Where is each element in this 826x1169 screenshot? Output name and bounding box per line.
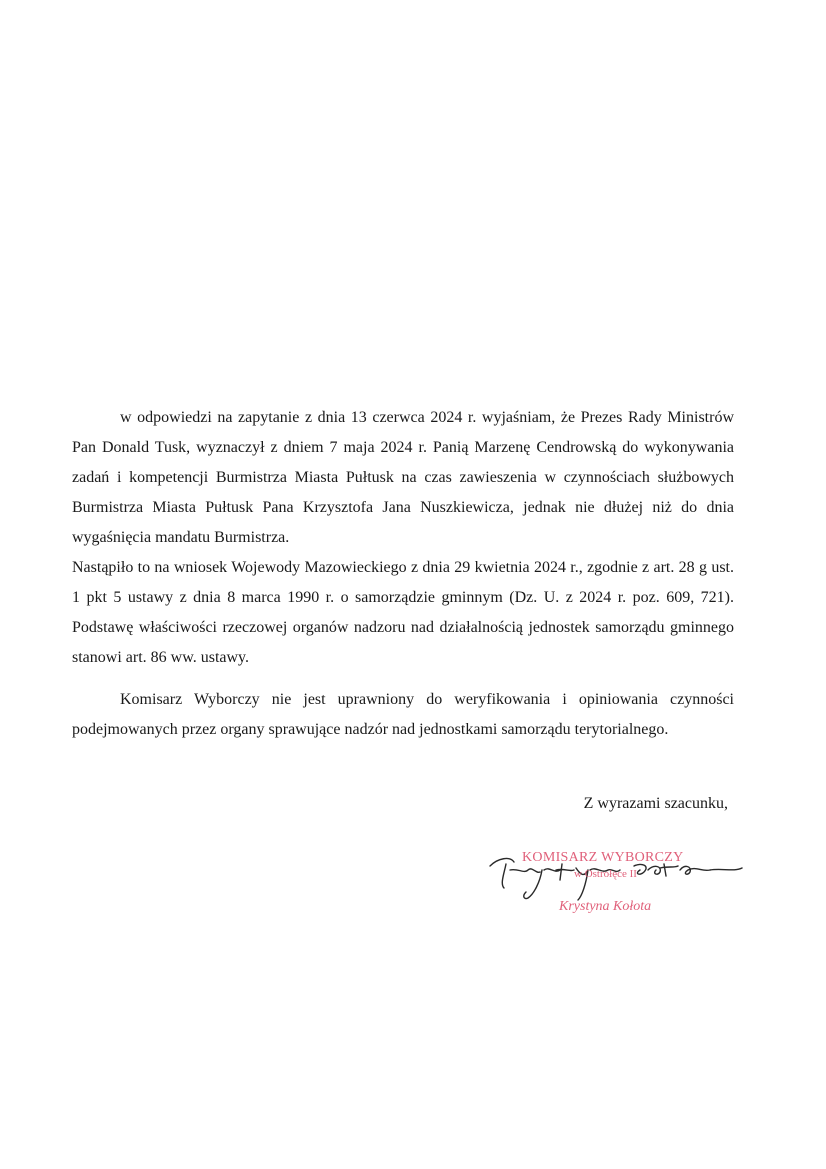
stamp-name: Krystyna Kołota — [559, 899, 652, 914]
paragraph-response: w odpowiedzi na zapytanie z dnia 13 czerwca 2024 r. wyjaśniam, że Prezes Rady Ministrów Pan Donald Tusk, wyznaczył z dniem 7 maja 2024 r. Panią Marzenę Cendrowską do wykonywania zadań i kompetencji Burmistrza Miasta Pułtusk na czas zawieszenia w czynnościach służbowych Burmistrza Miasta Pułtusk Pana Krzysztofa Jana Nuszkiewicza, jednak nie dłużej niż do dnia wygaśnięcia mandatu Burmistrza. — [72, 409, 734, 546]
stamp-title: KOMISARZ WYBORCZY — [522, 850, 684, 865]
paragraph-competence: Komisarz Wyborczy nie jest uprawniony do weryfikowania i opiniowania czynności podejmowanych przez organy sprawujące nadzór nad jednostkami samorządu terytorialnego. — [72, 691, 734, 738]
paragraph-legal-basis: Nastąpiło to na wniosek Wojewody Mazowieckiego z dnia 29 kwietnia 2024 r., zgodnie z art. 28 g ust. 1 pkt 5 ustawy z dnia 8 marca 1990 r. o samorządzie gminnym (Dz. U. z 2024 r. poz. 609, 721). Podstawę właściwości rzeczowej organów nadzoru nad działalnością jednostek samorządu gminnego stanowi art. 86 ww. ustawy. — [72, 559, 734, 666]
letter-body — [72, 403, 734, 745]
stamp-location: w Ostrołęce II — [574, 868, 637, 880]
closing-phrase: Z wyrazami szacunku, — [583, 795, 728, 812]
official-stamp — [470, 840, 770, 930]
